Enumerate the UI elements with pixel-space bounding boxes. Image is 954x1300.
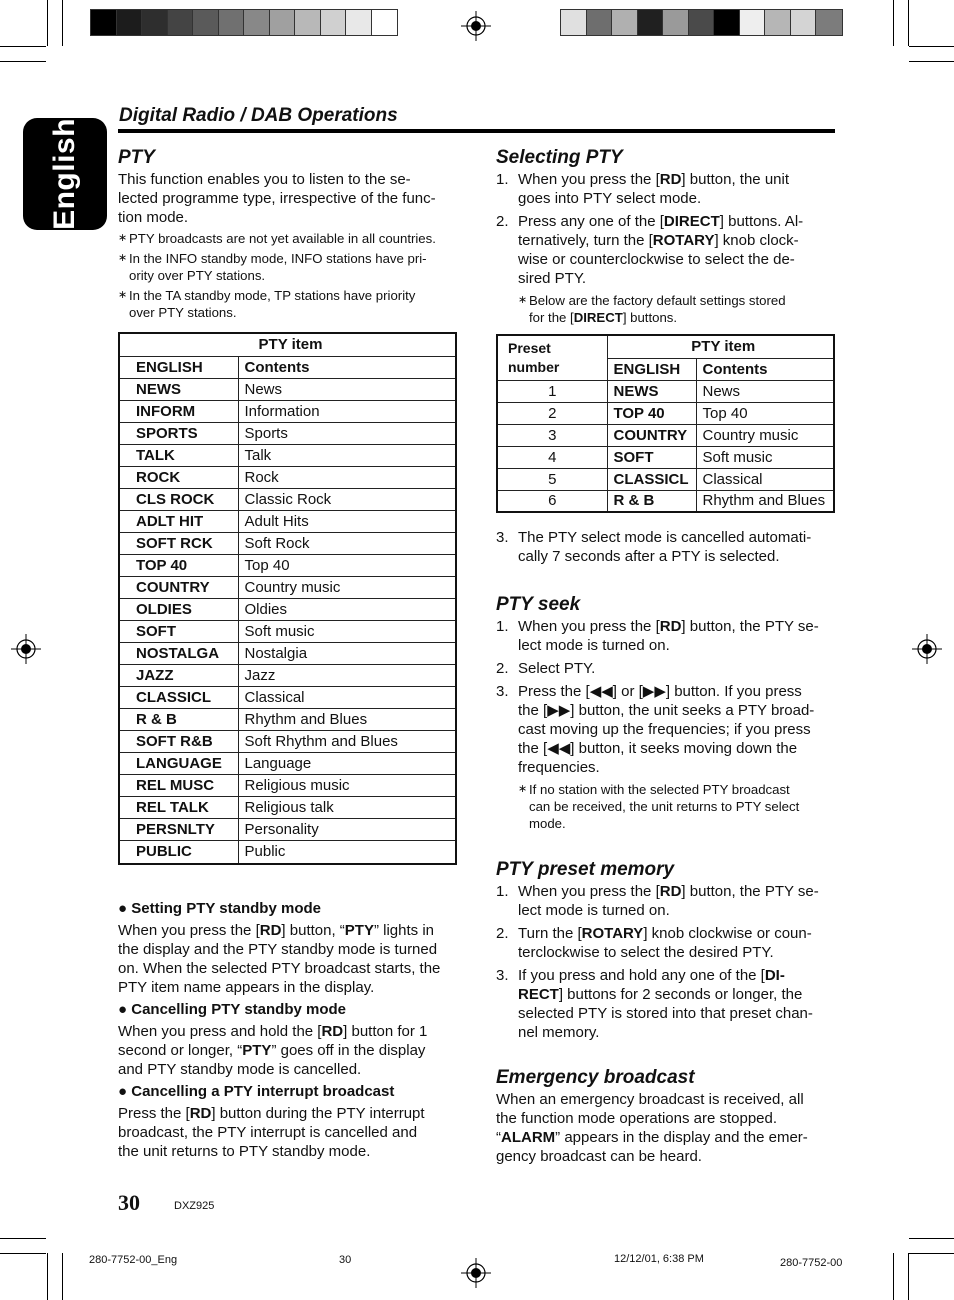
text-line: When you press the [RD] button, the unit <box>518 171 789 188</box>
color-swatch <box>295 10 321 35</box>
table-row <box>119 752 456 774</box>
pty-items-table <box>118 332 457 865</box>
color-swatch <box>612 10 638 35</box>
pty-english-cell: R & B <box>607 490 696 512</box>
pty-contents-cell: News <box>696 380 834 402</box>
pty-english-cell: REL TALK <box>119 796 238 818</box>
text-line: Press any one of the [DIRECT] buttons. Al- <box>518 213 804 230</box>
emergency-title: Emergency broadcast <box>496 1067 695 1088</box>
text-line: the [▶▶] button, the unit seeks a PTY broad- <box>518 702 815 719</box>
pty-english-cell: ADLT HIT <box>119 510 238 532</box>
cancel-standby-text <box>118 1022 463 1079</box>
step-number: 1. <box>496 171 509 188</box>
preset-memory-steps <box>496 882 841 1042</box>
preset-number-cell: 4 <box>497 446 607 468</box>
pty-contents-cell: News <box>238 378 456 400</box>
registration-mark-top-icon <box>461 11 491 41</box>
color-swatch <box>142 10 168 35</box>
pty-english-cell: SOFT <box>607 446 696 468</box>
pty-contents-cell: Adult Hits <box>238 510 456 532</box>
text-line: PTY item name appears in the display. <box>118 979 375 996</box>
pty-contents-cell: Country music <box>238 576 456 598</box>
setting-standby-heading <box>118 900 463 917</box>
pty-english-cell: ROCK <box>119 466 238 488</box>
pty-english-cell: CLASSICL <box>607 468 696 490</box>
language-side-tab <box>23 118 107 230</box>
preset-number-header <box>497 335 607 380</box>
text-line: the unit returns to PTY standby mode. <box>118 1143 371 1160</box>
pty-contents-cell: Information <box>238 400 456 422</box>
pty-notes <box>118 230 458 321</box>
text-line: When an emergency broadcast is received, all <box>496 1091 804 1108</box>
setting-standby-text <box>118 921 463 997</box>
list-item: 2. Select PTY. <box>496 660 596 677</box>
text-line: terclockwise to select the desired PTY. <box>518 944 774 961</box>
section-header: Digital Radio / DAB Operations <box>119 105 398 126</box>
pty-contents-cell: Soft Rhythm and Blues <box>238 730 456 752</box>
footer-part-number: 280-7752-00 <box>780 1257 843 1269</box>
text-line: can be received, the unit returns to PTY select <box>529 799 800 814</box>
pty-english-cell: NOSTALGA <box>119 642 238 664</box>
selecting-pty-section <box>496 147 841 326</box>
note-line: In the INFO standby mode, INFO stations have pri- <box>129 251 427 266</box>
color-swatch <box>791 10 817 35</box>
color-swatch <box>714 10 740 35</box>
list-item <box>496 882 841 920</box>
table-row <box>119 796 456 818</box>
text-line: wise or counterclockwise to select the de- <box>518 251 795 268</box>
text-line: Press the [RD] button during the PTY interrupt <box>118 1105 425 1122</box>
text-line: the display and the PTY standby mode is turned <box>118 941 438 958</box>
text-line: Turn the [ROTARY] knob clockwise or coun- <box>518 925 812 942</box>
pty-intro <box>118 170 458 227</box>
text-line: When you press the [RD] button, the PTY se- <box>518 618 819 635</box>
pty-contents-cell: Language <box>238 752 456 774</box>
table-row <box>119 686 456 708</box>
pty-standby-section <box>118 900 463 1161</box>
list-item <box>496 528 841 566</box>
pty-contents-cell: Jazz <box>238 664 456 686</box>
pty-item-header: PTY item <box>607 335 834 358</box>
step-number: 2. <box>496 213 509 230</box>
pty-english-cell: NEWS <box>607 380 696 402</box>
color-swatch <box>689 10 715 35</box>
note-line: In the TA standby mode, TP stations have priority <box>129 288 416 303</box>
text-line: goes into PTY select mode. <box>518 190 702 207</box>
table-row <box>119 708 456 730</box>
preset-number-cell: 1 <box>497 380 607 402</box>
text-line: ternatively, turn the [ROTARY] knob clock- <box>518 232 799 249</box>
text-line: “ALARM” appears in the display and the emer- <box>496 1129 808 1146</box>
list-item <box>496 924 841 962</box>
pty-english-cell: JAZZ <box>119 664 238 686</box>
note-line: ority over PTY stations. <box>129 268 266 283</box>
text-line: When you press the [RD] button, “PTY” lights in <box>118 922 435 939</box>
color-swatch <box>587 10 613 35</box>
color-swatch <box>117 10 143 35</box>
pty-preset-memory-section <box>496 859 841 1046</box>
bullet-icon: ● <box>118 900 128 917</box>
model-name: DXZ925 <box>174 1200 215 1212</box>
text-line: lect mode is turned on. <box>518 637 670 654</box>
pty-english-cell: PERSNLTY <box>119 818 238 840</box>
text-line: on. When the selected PTY broadcast starts, the <box>118 960 441 977</box>
list-item <box>496 966 841 1042</box>
seek-note: ∗ If no station with the selected PTY broadcast can be received, the unit returns to PTY select mode. <box>496 781 841 832</box>
list-item <box>496 170 841 208</box>
pty-contents-cell: Top 40 <box>696 402 834 424</box>
table-row <box>119 400 456 422</box>
text-line: When you press and hold the [RD] button for 1 <box>118 1023 428 1040</box>
table-row <box>497 402 834 424</box>
pty-contents-cell: Rhythm and Blues <box>238 708 456 730</box>
pty-intro-line: This function enables you to listen to the se- <box>118 171 411 188</box>
color-calibration-bar-left <box>90 9 398 36</box>
table-row <box>119 598 456 620</box>
pty-item-header: PTY item <box>119 333 456 356</box>
pty-preset-memory-title: PTY preset memory <box>496 859 675 880</box>
table-header-row <box>119 356 456 378</box>
table-row <box>119 422 456 444</box>
color-swatch <box>244 10 270 35</box>
english-column-header: ENGLISH <box>119 356 238 378</box>
selecting-pty-steps <box>496 170 841 288</box>
pty-english-cell: COUNTRY <box>607 424 696 446</box>
emergency-text <box>496 1090 841 1166</box>
pty-contents-cell: Religious music <box>238 774 456 796</box>
step-number: 2. <box>496 925 509 942</box>
emergency-section <box>496 1067 841 1166</box>
pty-title: PTY <box>118 147 155 168</box>
text-line: gency broadcast can be heard. <box>496 1148 702 1165</box>
preset-table <box>496 334 835 513</box>
text-line: the [◀◀] button, it seeks moving down the <box>518 740 798 757</box>
bullet-icon: ● <box>118 1001 128 1018</box>
text-line: Below are the factory default settings stored <box>529 293 786 308</box>
table-row <box>497 446 834 468</box>
table-row <box>497 468 834 490</box>
text-line: The PTY select mode is cancelled automati- <box>518 529 812 546</box>
text-line: lect mode is turned on. <box>518 902 670 919</box>
pty-english-cell: COUNTRY <box>119 576 238 598</box>
cancel-standby-heading <box>118 1001 463 1018</box>
pty-contents-cell: Classical <box>696 468 834 490</box>
color-swatch <box>219 10 245 35</box>
pty-english-cell: CLASSICL <box>119 686 238 708</box>
text-line: nel memory. <box>518 1024 600 1041</box>
cancel-interrupt-heading-text: Cancelling a PTY interrupt broadcast <box>131 1083 395 1100</box>
table-row <box>119 730 456 752</box>
color-swatch <box>321 10 347 35</box>
text-line: RECT] buttons for 2 seconds or longer, the <box>518 986 803 1003</box>
pty-contents-cell: Sports <box>238 422 456 444</box>
contents-column-header: Contents <box>238 356 456 378</box>
text-line: When you press the [RD] button, the PTY se- <box>518 883 819 900</box>
pty-english-cell: NEWS <box>119 378 238 400</box>
text-line: If you press and hold any one of the [DI- <box>518 967 785 984</box>
pty-english-cell: TOP 40 <box>607 402 696 424</box>
seek-step-2-text: Select PTY. <box>518 660 596 677</box>
pty-english-cell: REL MUSC <box>119 774 238 796</box>
color-swatch <box>270 10 296 35</box>
table-row <box>497 490 834 512</box>
text-line: frequencies. <box>518 759 600 776</box>
selecting-note: ∗ Below are the factory default settings stored for the [DIRECT] buttons. <box>496 292 841 326</box>
pty-english-cell: OLDIES <box>119 598 238 620</box>
pty-contents-cell: Public <box>238 840 456 864</box>
table-row <box>119 554 456 576</box>
table-row <box>119 620 456 642</box>
pty-contents-cell: Soft music <box>238 620 456 642</box>
table-row <box>119 532 456 554</box>
preset-number-cell: 3 <box>497 424 607 446</box>
pty-english-cell: SPORTS <box>119 422 238 444</box>
text-line: If no station with the selected PTY broadcast <box>529 782 790 797</box>
pty-english-cell: INFORM <box>119 400 238 422</box>
text-line: broadcast, the PTY interrupt is cancelled and <box>118 1124 418 1141</box>
pty-contents-cell: Personality <box>238 818 456 840</box>
footer-timestamp: 12/12/01, 6:38 PM <box>614 1253 704 1265</box>
text-line: the function mode operations are stopped. <box>496 1110 778 1127</box>
pty-seek-steps <box>496 617 841 777</box>
table-row <box>119 466 456 488</box>
color-swatch <box>561 10 587 35</box>
color-swatch <box>765 10 791 35</box>
step-number: 3. <box>496 967 509 984</box>
pty-section <box>118 147 458 321</box>
pty-contents-cell: Country music <box>696 424 834 446</box>
note-line: over PTY stations. <box>129 305 237 320</box>
table-row <box>119 774 456 796</box>
english-column-header: ENGLISH <box>607 358 696 380</box>
pty-contents-cell: Classical <box>238 686 456 708</box>
selecting-step-3 <box>496 528 841 566</box>
table-row <box>119 576 456 598</box>
registration-mark-bottom-icon <box>461 1258 491 1288</box>
color-calibration-bar-right <box>560 9 843 36</box>
cancel-interrupt-heading <box>118 1083 463 1100</box>
pty-english-cell: SOFT R&B <box>119 730 238 752</box>
page-number: 30 <box>118 1190 140 1215</box>
pty-contents-cell: Soft music <box>696 446 834 468</box>
registration-mark-right-icon <box>912 634 942 664</box>
text-line: second or longer, “PTY” goes off in the display <box>118 1042 426 1059</box>
list-item <box>496 212 841 288</box>
table-row <box>119 664 456 686</box>
text-line: for the [DIRECT] buttons. <box>529 310 678 325</box>
text-line: cally 7 seconds after a PTY is selected. <box>518 548 780 565</box>
list-item: 3. Press the [◀◀] or [▶▶] button. If you press the [▶▶] button, the unit seeks a PTY broad- cast moving up the frequencies; if you press the [◀◀] button, it seeks moving down the frequencies. <box>496 682 841 777</box>
table-row <box>119 488 456 510</box>
pty-contents-cell: Nostalgia <box>238 642 456 664</box>
table-row <box>497 380 834 402</box>
note-item: ∗ PTY broadcasts are not yet available in all countries. <box>118 230 458 247</box>
color-swatch <box>168 10 194 35</box>
text-line: and PTY standby mode is cancelled. <box>118 1061 362 1078</box>
pty-contents-cell: Classic Rock <box>238 488 456 510</box>
footer-file-name: 280-7752-00_Eng <box>89 1254 178 1266</box>
header-rule <box>118 129 835 133</box>
pty-english-cell: LANGUAGE <box>119 752 238 774</box>
preset-number-cell: 2 <box>497 402 607 424</box>
table-header-row <box>119 333 456 356</box>
pty-contents-cell: Oldies <box>238 598 456 620</box>
preset-number-cell: 5 <box>497 468 607 490</box>
table-row <box>119 378 456 400</box>
text-line: mode. <box>529 816 566 831</box>
list-item: 1. When you press the [RD] button, the PTY se- lect mode is turned on. <box>496 617 841 655</box>
pty-contents-cell: Rock <box>238 466 456 488</box>
table-row <box>119 840 456 864</box>
text-line: cast moving up the frequencies; if you press <box>518 721 811 738</box>
table-row <box>119 642 456 664</box>
color-swatch <box>91 10 117 35</box>
pty-english-cell: SOFT <box>119 620 238 642</box>
table-row <box>497 424 834 446</box>
table-row <box>119 510 456 532</box>
color-swatch <box>193 10 219 35</box>
pty-contents-cell: Top 40 <box>238 554 456 576</box>
bullet-icon: ● <box>118 1083 128 1100</box>
pty-contents-cell: Rhythm and Blues <box>696 490 834 512</box>
footer-print-page: 30 <box>339 1254 352 1266</box>
text-line: sired PTY. <box>518 270 587 287</box>
preset-number-header-text: Preset number <box>508 340 560 375</box>
setting-standby-heading-text: Setting PTY standby mode <box>131 900 321 917</box>
pty-contents-cell: Talk <box>238 444 456 466</box>
pty-intro-line: lected programme type, irrespective of the func- <box>118 190 436 207</box>
selecting-pty-title: Selecting PTY <box>496 147 623 168</box>
table-header-row <box>497 335 834 358</box>
pty-intro-line: tion mode. <box>118 209 189 226</box>
pty-contents-cell: Soft Rock <box>238 532 456 554</box>
contents-column-header: Contents <box>696 358 834 380</box>
table-row <box>119 444 456 466</box>
step-number: 1. <box>496 883 509 900</box>
pty-english-cell: TALK <box>119 444 238 466</box>
pty-seek-title: PTY seek <box>496 594 581 615</box>
color-swatch <box>638 10 664 35</box>
color-swatch <box>663 10 689 35</box>
side-tab-label: English <box>48 118 81 230</box>
pty-english-cell: R & B <box>119 708 238 730</box>
cancel-standby-heading-text: Cancelling PTY standby mode <box>131 1001 347 1018</box>
color-swatch <box>346 10 372 35</box>
note-item: ∗ In the INFO standby mode, INFO stations have pri- ority over PTY stations. <box>118 250 458 284</box>
step-number: 3. <box>496 529 509 546</box>
pty-contents-cell: Religious talk <box>238 796 456 818</box>
text-line: Press the [◀◀] or [▶▶] button. If you press <box>518 683 802 700</box>
pty-english-cell: SOFT RCK <box>119 532 238 554</box>
registration-mark-left-icon <box>11 634 41 664</box>
pty-english-cell: TOP 40 <box>119 554 238 576</box>
text-line: selected PTY is stored into that preset chan- <box>518 1005 813 1022</box>
table-row <box>119 818 456 840</box>
note-line: PTY broadcasts are not yet available in all countries. <box>129 231 436 246</box>
color-swatch <box>740 10 766 35</box>
pty-english-cell: PUBLIC <box>119 840 238 864</box>
color-swatch <box>816 10 842 35</box>
preset-number-cell: 6 <box>497 490 607 512</box>
pty-seek-section <box>496 594 841 832</box>
cancel-interrupt-text <box>118 1104 463 1161</box>
color-swatch <box>372 10 398 35</box>
note-item: ∗ In the TA standby mode, TP stations have priority over PTY stations. <box>118 287 458 321</box>
pty-english-cell: CLS ROCK <box>119 488 238 510</box>
